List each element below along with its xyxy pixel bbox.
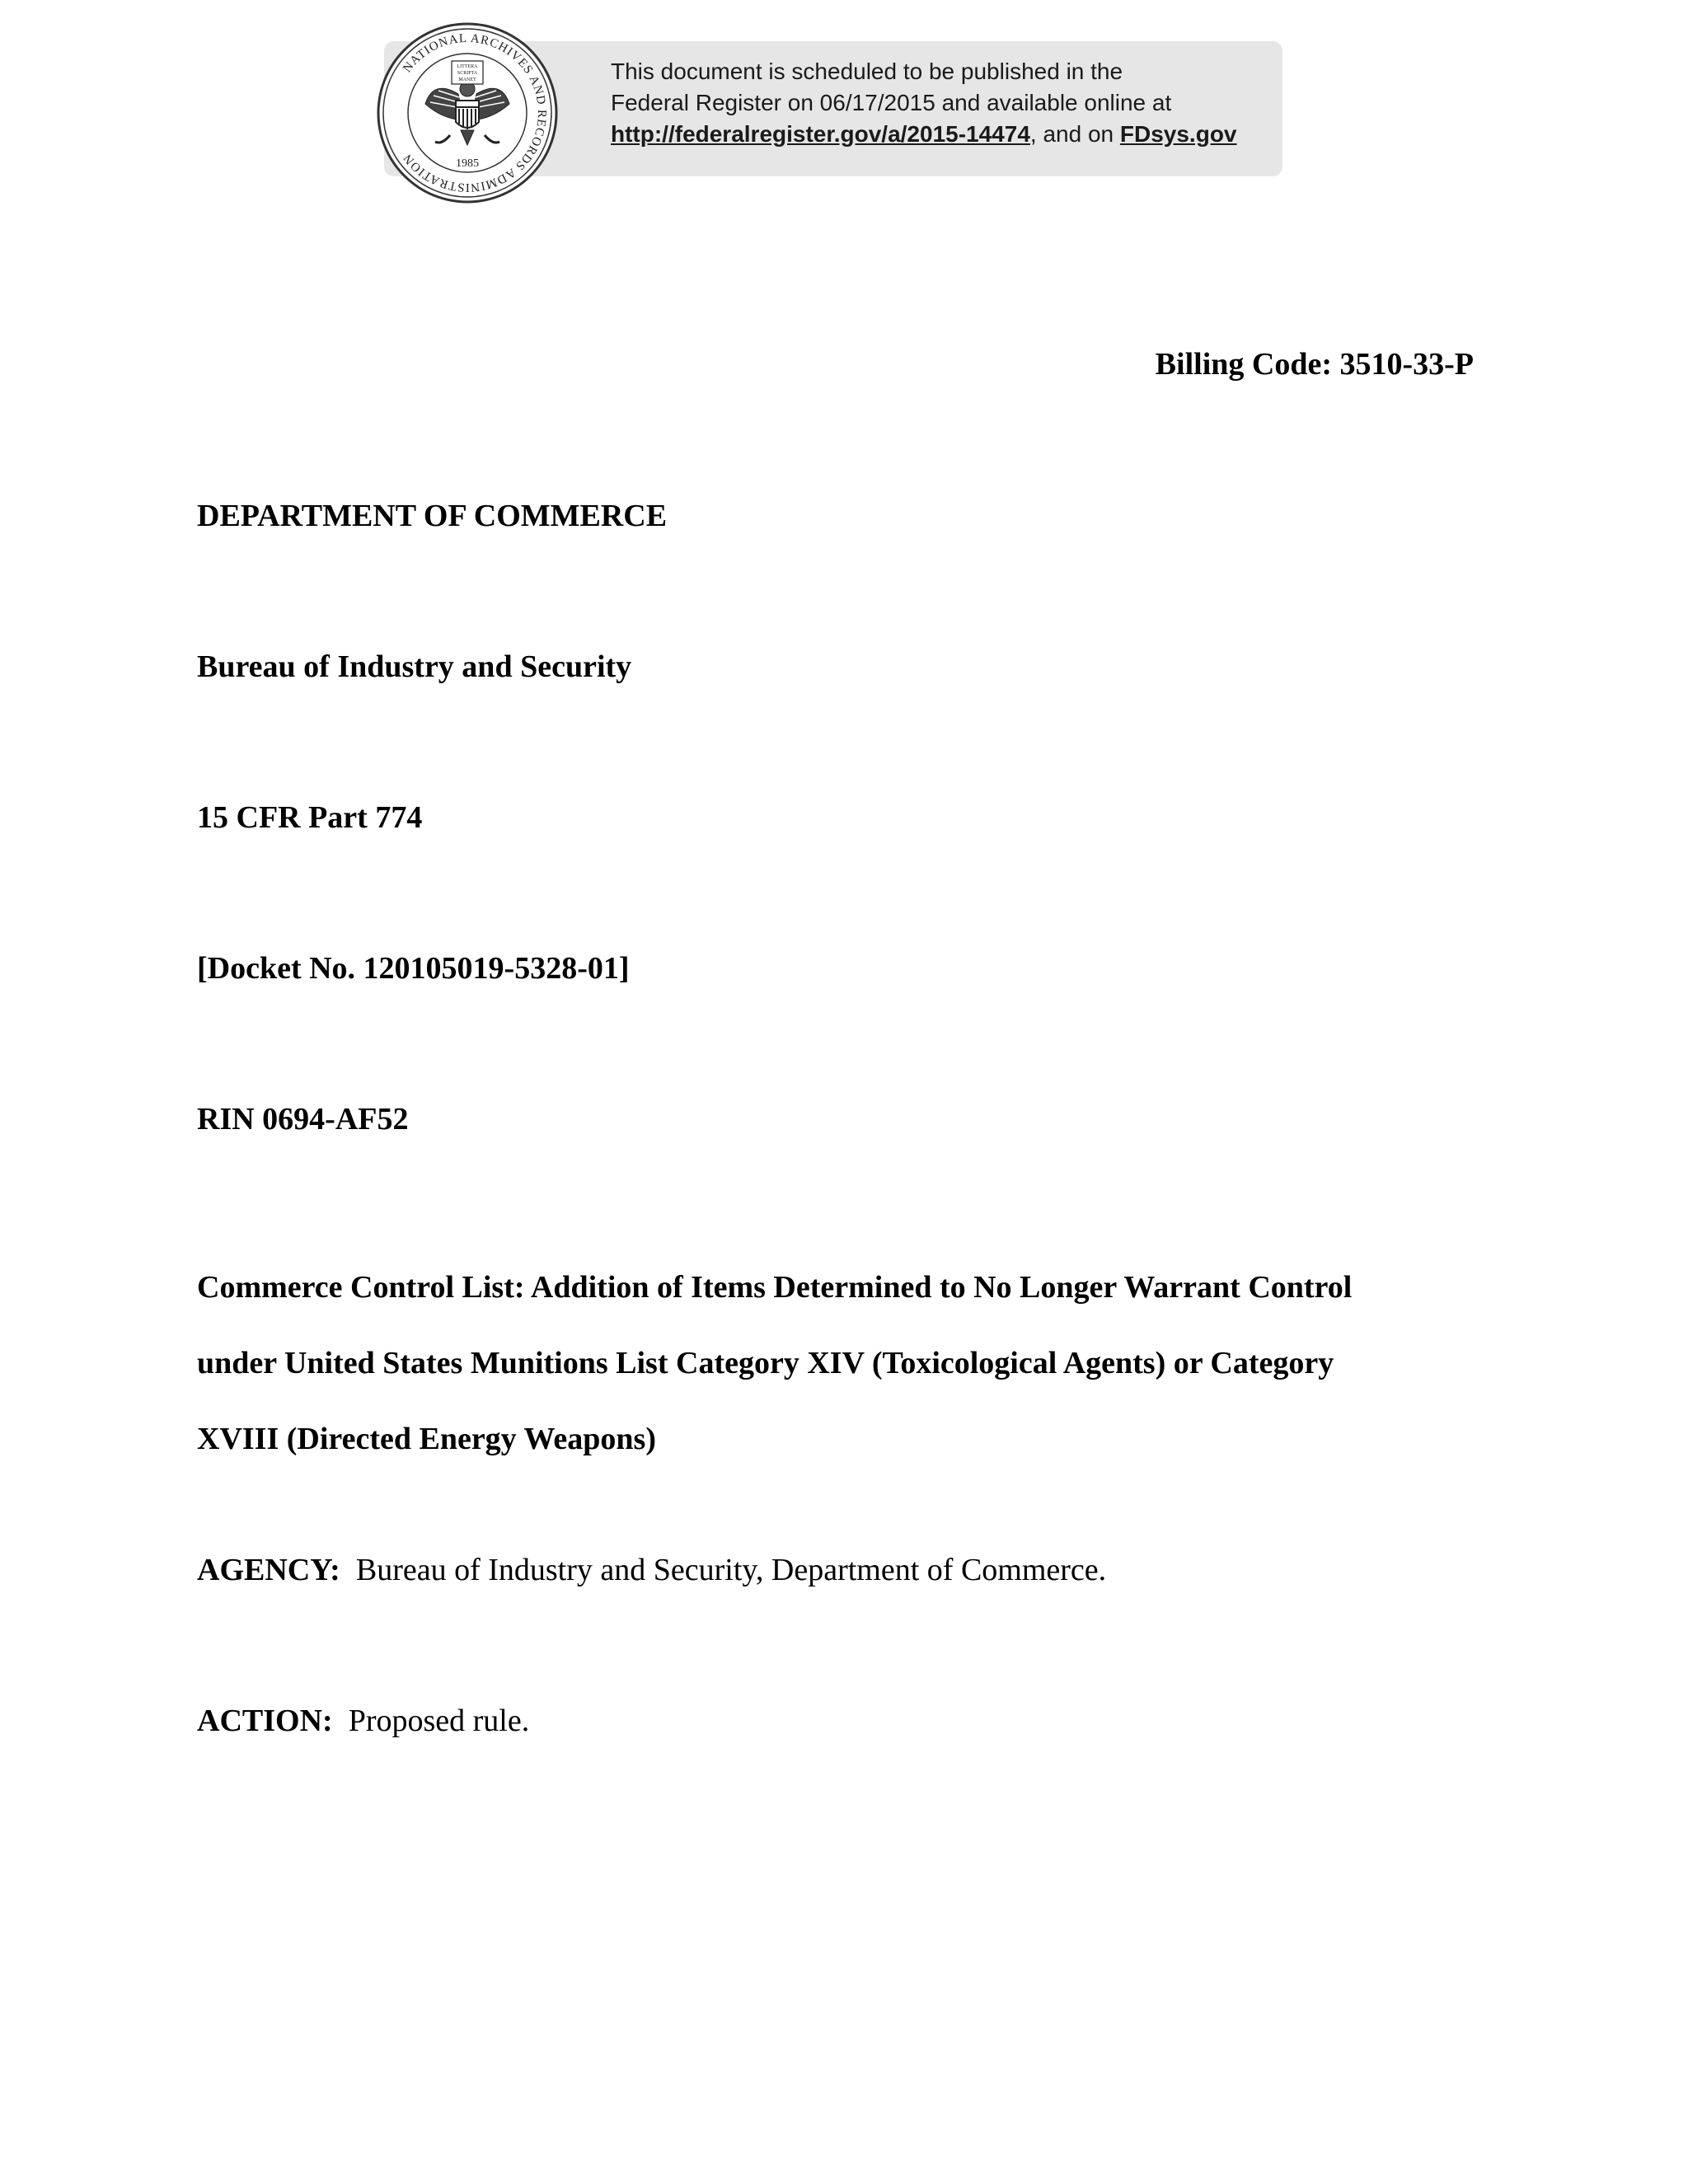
notice-connector: , and on <box>1029 121 1120 147</box>
svg-text:MANET: MANET <box>458 77 476 82</box>
national-archives-seal-icon <box>376 21 559 204</box>
agency-value: Bureau of Industry and Security, Department of Commerce. <box>355 1553 1107 1587</box>
federal-register-link[interactable]: http://federalregister.gov/a/2015-14474 <box>611 121 1030 147</box>
action-value: Proposed rule. <box>348 1704 530 1738</box>
svg-text:LITTERA: LITTERA <box>457 64 478 69</box>
action-label: ACTION: <box>197 1704 333 1738</box>
svg-text:NATIONAL ARCHIVES AND RECORDS: NATIONAL ARCHIVES AND RECORDS ADMINISTRATION <box>401 31 549 194</box>
agency-label: AGENCY: <box>197 1553 340 1587</box>
notice-line-3 <box>611 119 1237 150</box>
fdsys-link[interactable]: FDsys.gov <box>1119 121 1237 147</box>
notice-line-1: This document is scheduled to be published in the <box>611 59 1123 84</box>
rule-title-line: Commerce Control List: Addition of Items Determined to No Longer Warrant Control <box>197 1270 1353 1305</box>
rule-title-line: XVIII (Directed Energy Weapons) <box>197 1422 656 1456</box>
svg-text:1985: 1985 <box>456 157 479 170</box>
cfr-part: 15 CFR Part 774 <box>197 800 423 835</box>
svg-text:SCRIPTA: SCRIPTA <box>457 71 478 76</box>
rin-number: RIN 0694-AF52 <box>197 1102 409 1137</box>
billing-code: Billing Code: 3510-33-P <box>1155 347 1474 382</box>
notice-line-2: Federal Register on 06/17/2015 and available online at <box>611 90 1172 115</box>
agency-line <box>197 1552 1106 1588</box>
department-heading: DEPARTMENT OF COMMERCE <box>197 499 668 533</box>
bureau-heading: Bureau of Industry and Security <box>197 649 632 684</box>
rule-title-line: under United States Munitions List Category XIV (Toxicological Agents) or Category <box>197 1346 1334 1380</box>
publication-notice-text <box>611 56 1237 150</box>
docket-number: [Docket No. 120105019-5328-01] <box>197 951 630 986</box>
action-line <box>197 1703 529 1739</box>
rule-title <box>197 1249 1466 1477</box>
